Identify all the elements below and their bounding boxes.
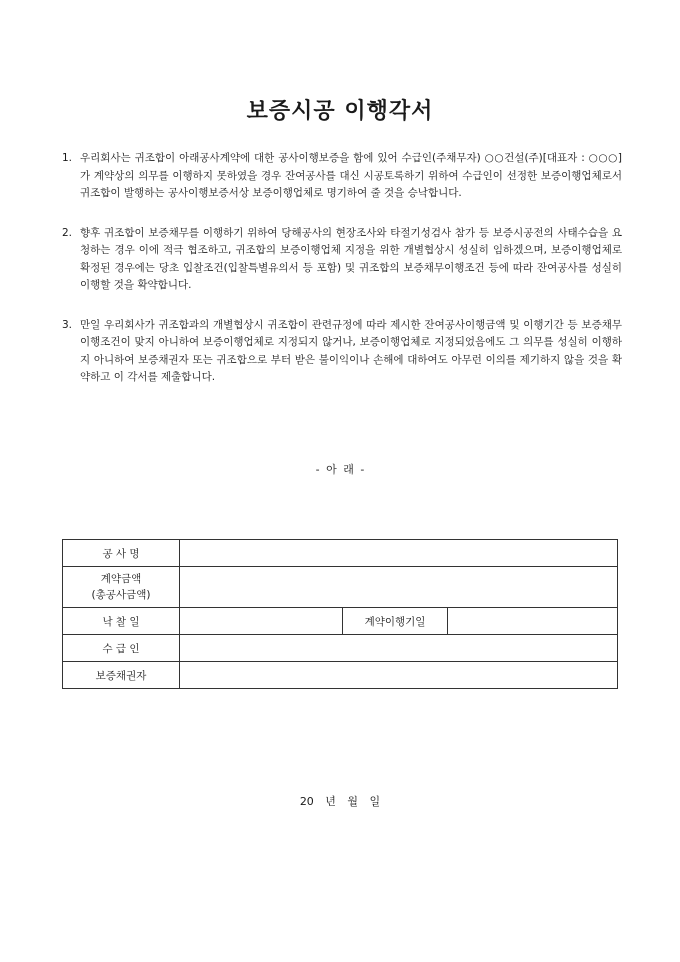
project-name-label: 공 사 명	[63, 540, 180, 567]
clause-text: 우리회사는 귀조합이 아래공사계약에 대한 공사이행보증을 함에 있어 수급인(주채무자) ○○건설(주)[대표자 : ○○○]가 계약상의 의무를 이행하지 못하였을 경우 잔여공사를 대신 시공토록하기 위하여 수급인이 선정한 보증이행업체로서 귀조합이 발행하는 공사이행보증서상 보증이행업체로 명기하여 줄 것을 승낙합니다.	[80, 152, 622, 199]
section-separator: - 아 래 -	[315, 463, 365, 476]
document-title: 보증시공 이행각서	[246, 99, 434, 124]
clause-item	[62, 317, 622, 387]
contract-performance-date-field[interactable]	[448, 608, 618, 635]
project-name-field[interactable]	[180, 540, 618, 567]
guarantee-creditor-label: 보증채권자	[63, 662, 180, 689]
bid-date-label: 낙 찰 일	[63, 608, 180, 635]
clause-text: 향후 귀조합이 보증채무를 이행하기 위하여 당해공사의 현장조사와 타절기성검사 참가 등 보증시공전의 사태수습을 요청하는 경우 이에 적극 협조하고, 귀조합의 보증이행업체 지정을 위한 개별협상시 성실히 임하겠으며, 보증이행업체로 확정된 경우에는 당초 입찰조건(입찰특별유의서 등 포함) 및 귀조합의 보증채무이행조건 등에 따라 잔여공사를 성실히 이행할 것을 확약합니다.	[80, 226, 622, 291]
table-row	[63, 540, 618, 567]
project-info-table	[62, 539, 618, 689]
contract-amount-label-line2: (총공사금액)	[91, 589, 151, 601]
contractor-label: 수 급 인	[63, 635, 180, 662]
guarantee-creditor-field[interactable]	[180, 662, 618, 689]
contract-amount-field[interactable]	[180, 567, 618, 608]
clause-item	[62, 225, 622, 295]
clause-number: 1.	[62, 152, 73, 164]
clause-list	[62, 150, 622, 409]
date-line: 20 년 월 일	[299, 795, 381, 808]
contract-amount-label	[63, 567, 180, 608]
table-row	[63, 662, 618, 689]
bid-date-field[interactable]	[180, 608, 343, 635]
clause-number: 3.	[62, 318, 73, 331]
clause-item	[62, 150, 622, 203]
contractor-field[interactable]	[180, 635, 618, 662]
table-row	[63, 608, 618, 635]
contract-amount-label-line1: 계약금액	[100, 573, 142, 585]
table-row	[63, 635, 618, 662]
table-row	[63, 567, 618, 608]
contract-performance-date-label: 계약이행기일	[343, 608, 448, 635]
clause-number: 2.	[62, 226, 73, 239]
clause-text: 만일 우리회사가 귀조합과의 개별협상시 귀조합이 관련규정에 따라 제시한 잔여공사이행금액 및 이행기간 등 보증채무이행조건이 맞지 아니하여 보증이행업체로 지정되지 않거나, 보증이행업체로 지정되었음에도 그 의무를 성실히 이행하지 아니하여 보증채권자 또는 귀조합으로 부터 받은 불이익이나 손해에 대하여도 아무런 이의를 제기하지 않을 것을 확약하고 이 각서를 제출합니다.	[80, 318, 622, 383]
